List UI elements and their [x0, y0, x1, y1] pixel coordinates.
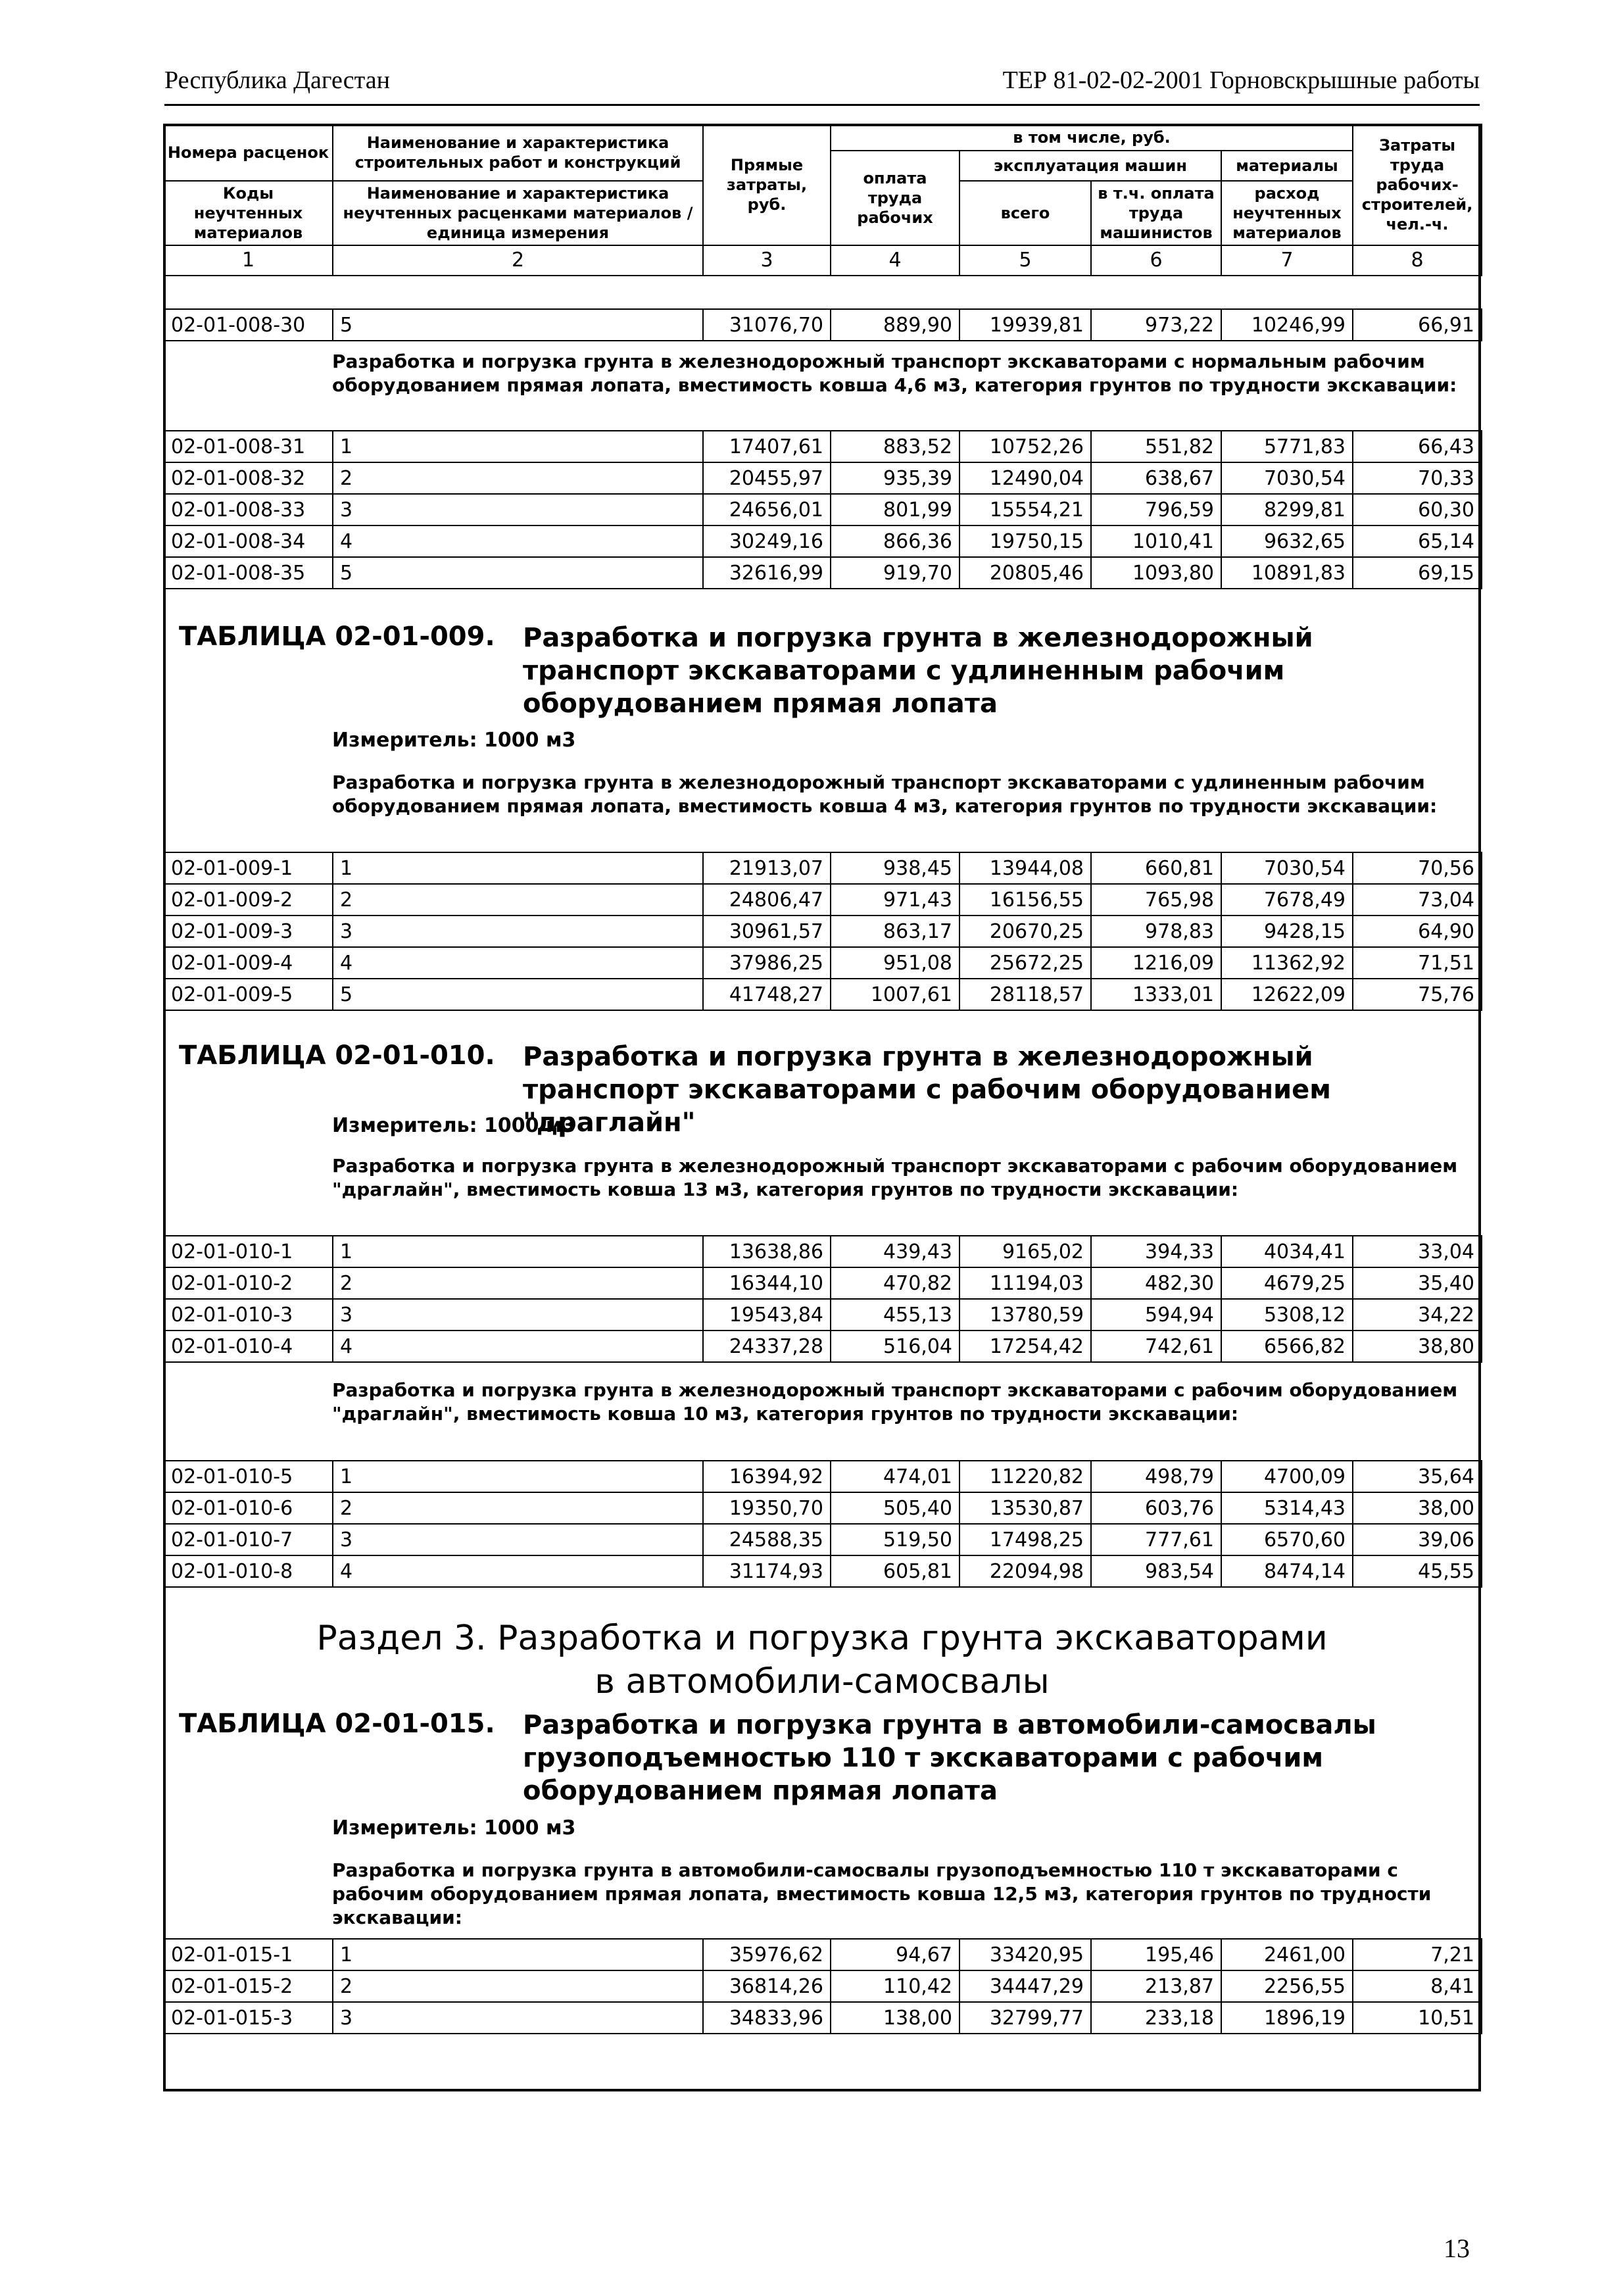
cost-value: 973,22 — [1091, 309, 1221, 341]
cost-value: 603,76 — [1091, 1492, 1221, 1524]
cost-value: 11194,03 — [959, 1267, 1091, 1299]
group-description: Разработка и погрузка грунта в автомобили-самосвалы грузоподъемностью 110 т экскаваторами с рабочим оборудованием прямая лопата, вместимость ковша 12,5 м3, категория грунтов по трудности экскавации: — [332, 1859, 1432, 1928]
cost-value: 69,15 — [1353, 557, 1482, 589]
cost-value: 34833,96 — [703, 2002, 831, 2034]
cost-value: 30961,57 — [703, 916, 831, 947]
table-row — [164, 852, 1482, 884]
col-name-header: Наименование и характеристика строительных работ и конструкций — [333, 124, 703, 181]
table-row — [164, 1555, 1482, 1587]
rate-code: 02-01-010-1 — [164, 1236, 333, 1267]
page-header — [164, 66, 1480, 105]
cost-value: 33420,95 — [959, 1939, 1091, 1970]
cost-value: 39,06 — [1353, 1524, 1482, 1555]
cost-value: 36814,26 — [703, 1970, 831, 2002]
cost-value: 801,99 — [831, 494, 959, 525]
cost-value: 20805,46 — [959, 557, 1091, 589]
cost-value: 9428,15 — [1221, 916, 1353, 947]
cost-value: 33,04 — [1353, 1236, 1482, 1267]
rate-code: 02-01-008-31 — [164, 431, 333, 462]
cost-value: 10752,26 — [959, 431, 1091, 462]
col-machines-header: эксплуатация машин — [959, 151, 1221, 181]
col-index: 5 — [959, 245, 1091, 276]
cost-value: 7,21 — [1353, 1939, 1482, 1970]
table-row — [164, 1461, 1482, 1492]
cost-value: 10246,99 — [1221, 309, 1353, 341]
table-row — [164, 1492, 1482, 1524]
region-title: Республика Дагестан — [164, 66, 390, 94]
document-code: ТЕР 81-02-02-2001 Горновскрышные работы — [1002, 66, 1480, 94]
category: 3 — [333, 494, 703, 525]
category: 2 — [333, 1492, 703, 1524]
cost-value: 12622,09 — [1221, 979, 1353, 1010]
col-pay-header: оплата труда рабочих — [831, 151, 959, 245]
cost-value: 2461,00 — [1221, 1939, 1353, 1970]
cost-value: 13780,59 — [959, 1299, 1091, 1331]
cost-value: 24656,01 — [703, 494, 831, 525]
cost-value: 638,67 — [1091, 462, 1221, 494]
rate-code: 02-01-009-1 — [164, 852, 333, 884]
group-description: Разработка и погрузка грунта в железнодорожный транспорт экскаваторами с удлиненным рабочим оборудованием прямая лопата, вместимость ковша 4 м3, категория грунтов по трудности экскавации: — [332, 771, 1438, 817]
table-row — [164, 462, 1482, 494]
cost-value: 41748,27 — [703, 979, 831, 1010]
cost-value: 394,33 — [1091, 1236, 1221, 1267]
table-row — [164, 947, 1482, 979]
rate-code: 02-01-009-2 — [164, 884, 333, 916]
cost-value: 17407,61 — [703, 431, 831, 462]
col-material-names-header: Наименование и характеристика неучтенных расценками материалов / единица измерения — [333, 181, 703, 245]
table-row — [164, 1970, 1482, 2002]
cost-value: 2256,55 — [1221, 1970, 1353, 2002]
cost-value: 19350,70 — [703, 1492, 831, 1524]
cost-value: 66,43 — [1353, 431, 1482, 462]
cost-value: 31076,70 — [703, 309, 831, 341]
col-materials-use-header: расход неучтенных материалов — [1221, 181, 1353, 245]
col-index: 3 — [703, 245, 831, 276]
cost-value: 45,55 — [1353, 1555, 1482, 1587]
cost-value: 12490,04 — [959, 462, 1091, 494]
rate-code: 02-01-009-5 — [164, 979, 333, 1010]
cost-value: 889,90 — [831, 309, 959, 341]
cost-value: 498,79 — [1091, 1461, 1221, 1492]
cost-value: 796,59 — [1091, 494, 1221, 525]
cost-value: 482,30 — [1091, 1267, 1221, 1299]
cost-value: 138,00 — [831, 2002, 959, 2034]
cost-value: 765,98 — [1091, 884, 1221, 916]
cost-value: 20455,97 — [703, 462, 831, 494]
col-incl-header: в том числе, руб. — [831, 124, 1353, 151]
cost-value: 11220,82 — [959, 1461, 1091, 1492]
table-row — [164, 309, 1482, 341]
table-title: Разработка и погрузка грунта в железнодорожный транспорт экскаваторами с удлиненным рабочим оборудованием прямая лопата — [523, 623, 1313, 719]
cost-value: 13530,87 — [959, 1492, 1091, 1524]
cost-value: 4679,25 — [1221, 1267, 1353, 1299]
cost-value: 5314,43 — [1221, 1492, 1353, 1524]
table-row — [164, 525, 1482, 557]
cost-value: 110,42 — [831, 1970, 959, 2002]
cost-value: 1010,41 — [1091, 525, 1221, 557]
cost-value: 1093,80 — [1091, 557, 1221, 589]
category: 3 — [333, 1299, 703, 1331]
cost-value: 551,82 — [1091, 431, 1221, 462]
cost-value: 1333,01 — [1091, 979, 1221, 1010]
col-index: 6 — [1091, 245, 1221, 276]
table-row — [164, 1267, 1482, 1299]
cost-value: 519,50 — [831, 1524, 959, 1555]
table-meter: Измеритель: 1000 м3 — [332, 729, 576, 752]
cost-value: 470,82 — [831, 1267, 959, 1299]
table-row — [164, 557, 1482, 589]
cost-value: 9632,65 — [1221, 525, 1353, 557]
cost-value: 883,52 — [831, 431, 959, 462]
rate-code: 02-01-008-35 — [164, 557, 333, 589]
cost-value: 25672,25 — [959, 947, 1091, 979]
group-description: Разработка и погрузка грунта в железнодорожный транспорт экскаваторами с рабочим оборудованием "драглайн", вместимость ковша 10 м3, категория грунтов по трудности экскавации: — [332, 1379, 1458, 1425]
category: 3 — [333, 916, 703, 947]
category: 4 — [333, 1331, 703, 1362]
col-material-codes-header: Коды неучтенных материалов — [164, 181, 333, 245]
rate-code: 02-01-010-5 — [164, 1461, 333, 1492]
col-index: 8 — [1353, 245, 1482, 276]
header-rule — [164, 104, 1480, 106]
cost-value: 594,94 — [1091, 1299, 1221, 1331]
cost-value: 19939,81 — [959, 309, 1091, 341]
col-direct-header: Прямые затраты, руб. — [703, 124, 831, 245]
cost-value: 8299,81 — [1221, 494, 1353, 525]
cost-value: 19543,84 — [703, 1299, 831, 1331]
cost-value: 22094,98 — [959, 1555, 1091, 1587]
group-description: Разработка и погрузка грунта в железнодорожный транспорт экскаваторами с нормальным рабочим оборудованием прямая лопата, вместимость ковша 4,6 м3, категория грунтов по трудности экскавации: — [332, 351, 1457, 396]
cost-value: 16156,55 — [959, 884, 1091, 916]
category: 2 — [333, 884, 703, 916]
cost-value: 983,54 — [1091, 1555, 1221, 1587]
rate-code: 02-01-015-3 — [164, 2002, 333, 2034]
cost-value: 11362,92 — [1221, 947, 1353, 979]
cost-value: 70,33 — [1353, 462, 1482, 494]
section-title — [163, 1617, 1481, 1703]
rate-code: 02-01-008-33 — [164, 494, 333, 525]
col-incl-pay-header: в т.ч. оплата труда машинистов — [1091, 181, 1221, 245]
category: 4 — [333, 1555, 703, 1587]
cost-value: 660,81 — [1091, 852, 1221, 884]
col-labor-header: Затраты труда рабочих-строителей, чел.-ч. — [1353, 124, 1482, 245]
rate-table — [163, 308, 1482, 341]
cost-value: 213,87 — [1091, 1970, 1221, 2002]
cost-value: 28118,57 — [959, 979, 1091, 1010]
cost-value: 4700,09 — [1221, 1461, 1353, 1492]
rate-table — [163, 1460, 1482, 1588]
table-row — [164, 1299, 1482, 1331]
rate-code: 02-01-010-2 — [164, 1267, 333, 1299]
cost-value: 34447,29 — [959, 1970, 1091, 2002]
table-row — [164, 979, 1482, 1010]
category: 1 — [333, 1461, 703, 1492]
rate-table — [163, 1235, 1482, 1363]
cost-value: 32799,77 — [959, 2002, 1091, 2034]
cost-value: 971,43 — [831, 884, 959, 916]
category: 2 — [333, 1267, 703, 1299]
cost-value: 38,80 — [1353, 1331, 1482, 1362]
rate-code: 02-01-015-2 — [164, 1970, 333, 2002]
cost-value: 66,91 — [1353, 309, 1482, 341]
section-title-line: Раздел 3. Разработка и погрузка грунта экскаваторами — [316, 1619, 1328, 1658]
cost-value: 455,13 — [831, 1299, 959, 1331]
page-number: 13 — [1444, 2234, 1470, 2263]
rate-code: 02-01-010-6 — [164, 1492, 333, 1524]
cost-value: 24588,35 — [703, 1524, 831, 1555]
category: 1 — [333, 852, 703, 884]
cost-value: 1896,19 — [1221, 2002, 1353, 2034]
rate-code: 02-01-008-30 — [164, 309, 333, 341]
category: 1 — [333, 1939, 703, 1970]
rate-code: 02-01-010-4 — [164, 1331, 333, 1362]
cost-value: 32616,99 — [703, 557, 831, 589]
cost-value: 10,51 — [1353, 2002, 1482, 2034]
cost-value: 13638,86 — [703, 1236, 831, 1267]
cost-value: 7030,54 — [1221, 852, 1353, 884]
cost-value: 35976,62 — [703, 1939, 831, 1970]
table-row — [164, 1939, 1482, 1970]
rate-table — [163, 852, 1482, 1011]
cost-value: 978,83 — [1091, 916, 1221, 947]
column-header — [163, 124, 1482, 276]
cost-value: 951,08 — [831, 947, 959, 979]
cost-value: 516,04 — [831, 1331, 959, 1362]
cost-value: 70,56 — [1353, 852, 1482, 884]
cost-value: 233,18 — [1091, 2002, 1221, 2034]
cost-value: 742,61 — [1091, 1331, 1221, 1362]
cost-value: 7678,49 — [1221, 884, 1353, 916]
cost-value: 21913,07 — [703, 852, 831, 884]
table-row — [164, 2002, 1482, 2034]
cost-value: 474,01 — [831, 1461, 959, 1492]
rate-code: 02-01-010-3 — [164, 1299, 333, 1331]
cost-value: 37986,25 — [703, 947, 831, 979]
cost-value: 863,17 — [831, 916, 959, 947]
cost-value: 866,36 — [831, 525, 959, 557]
category: 5 — [333, 557, 703, 589]
cost-value: 64,90 — [1353, 916, 1482, 947]
cost-value: 10891,83 — [1221, 557, 1353, 589]
category: 1 — [333, 1236, 703, 1267]
cost-value: 5771,83 — [1221, 431, 1353, 462]
cost-value: 5308,12 — [1221, 1299, 1353, 1331]
table-label: ТАБЛИЦА 02-01-015. — [179, 1709, 495, 1739]
cost-value: 60,30 — [1353, 494, 1482, 525]
cost-value: 31174,93 — [703, 1555, 831, 1587]
cost-value: 1216,09 — [1091, 947, 1221, 979]
cost-value: 8474,14 — [1221, 1555, 1353, 1587]
cost-value: 19750,15 — [959, 525, 1091, 557]
col-index: 1 — [164, 245, 333, 276]
section-title-line: в автомобили-самосвалы — [595, 1662, 1050, 1701]
cost-value: 34,22 — [1353, 1299, 1482, 1331]
category: 5 — [333, 979, 703, 1010]
cost-value: 94,67 — [831, 1939, 959, 1970]
cost-value: 15554,21 — [959, 494, 1091, 525]
cost-value: 35,64 — [1353, 1461, 1482, 1492]
rate-table — [163, 1938, 1482, 2034]
table-row — [164, 916, 1482, 947]
col-number-header: Номера расценок — [164, 124, 333, 181]
rate-code: 02-01-009-3 — [164, 916, 333, 947]
cost-value: 38,00 — [1353, 1492, 1482, 1524]
table-title: Разработка и погрузка грунта в железнодорожный транспорт экскаваторами с рабочим оборудованием "драглайн" — [523, 1042, 1331, 1138]
cost-value: 75,76 — [1353, 979, 1482, 1010]
rate-code: 02-01-009-4 — [164, 947, 333, 979]
cost-value: 7030,54 — [1221, 462, 1353, 494]
cost-value: 13944,08 — [959, 852, 1091, 884]
category: 3 — [333, 1524, 703, 1555]
cost-value: 6566,82 — [1221, 1331, 1353, 1362]
col-index: 2 — [333, 245, 703, 276]
cost-value: 16344,10 — [703, 1267, 831, 1299]
cost-value: 605,81 — [831, 1555, 959, 1587]
rate-table — [163, 430, 1482, 589]
cost-value: 65,14 — [1353, 525, 1482, 557]
cost-value: 505,40 — [831, 1492, 959, 1524]
rate-code: 02-01-010-8 — [164, 1555, 333, 1587]
col-materials-header: материалы — [1221, 151, 1353, 181]
rate-code: 02-01-010-7 — [164, 1524, 333, 1555]
cost-value: 9165,02 — [959, 1236, 1091, 1267]
cost-value: 1007,61 — [831, 979, 959, 1010]
cost-value: 439,43 — [831, 1236, 959, 1267]
cost-value: 777,61 — [1091, 1524, 1221, 1555]
cost-value: 4034,41 — [1221, 1236, 1353, 1267]
table-row — [164, 1331, 1482, 1362]
col-all-header: всего — [959, 181, 1091, 245]
cost-value: 71,51 — [1353, 947, 1482, 979]
category: 4 — [333, 525, 703, 557]
table-title: Разработка и погрузка грунта в автомобили-самосвалы грузоподъемностью 110 т экскаваторами с рабочим оборудованием прямая лопата — [523, 1710, 1376, 1806]
table-label: ТАБЛИЦА 02-01-010. — [179, 1040, 495, 1071]
cost-value: 17498,25 — [959, 1524, 1091, 1555]
cost-value: 6570,60 — [1221, 1524, 1353, 1555]
cost-value: 8,41 — [1353, 1970, 1482, 2002]
cost-value: 938,45 — [831, 852, 959, 884]
table-row — [164, 431, 1482, 462]
rate-code: 02-01-008-32 — [164, 462, 333, 494]
col-index: 7 — [1221, 245, 1353, 276]
cost-value: 17254,42 — [959, 1331, 1091, 1362]
category: 1 — [333, 431, 703, 462]
group-description: Разработка и погрузка грунта в железнодорожный транспорт экскаваторами с рабочим оборудованием "драглайн", вместимость ковша 13 м3, категория грунтов по трудности экскавации: — [332, 1155, 1458, 1200]
cost-value: 24806,47 — [703, 884, 831, 916]
category: 4 — [333, 947, 703, 979]
table-meter: Измеритель: 1000 м3 — [332, 1817, 576, 1840]
category: 3 — [333, 2002, 703, 2034]
category: 5 — [333, 309, 703, 341]
cost-value: 35,40 — [1353, 1267, 1482, 1299]
cost-value: 195,46 — [1091, 1939, 1221, 1970]
cost-value: 24337,28 — [703, 1331, 831, 1362]
category: 2 — [333, 462, 703, 494]
cost-value: 73,04 — [1353, 884, 1482, 916]
cost-value: 16394,92 — [703, 1461, 831, 1492]
table-row — [164, 1524, 1482, 1555]
table-label: ТАБЛИЦА 02-01-009. — [179, 622, 495, 652]
rate-code: 02-01-008-34 — [164, 525, 333, 557]
category: 2 — [333, 1970, 703, 2002]
rate-code: 02-01-015-1 — [164, 1939, 333, 1970]
table-row — [164, 884, 1482, 916]
col-index: 4 — [831, 245, 959, 276]
cost-value: 919,70 — [831, 557, 959, 589]
table-row — [164, 1236, 1482, 1267]
table-meter: Измеритель: 1000 м3 — [332, 1114, 576, 1137]
cost-value: 935,39 — [831, 462, 959, 494]
cost-value: 30249,16 — [703, 525, 831, 557]
cost-value: 20670,25 — [959, 916, 1091, 947]
table-row — [164, 494, 1482, 525]
